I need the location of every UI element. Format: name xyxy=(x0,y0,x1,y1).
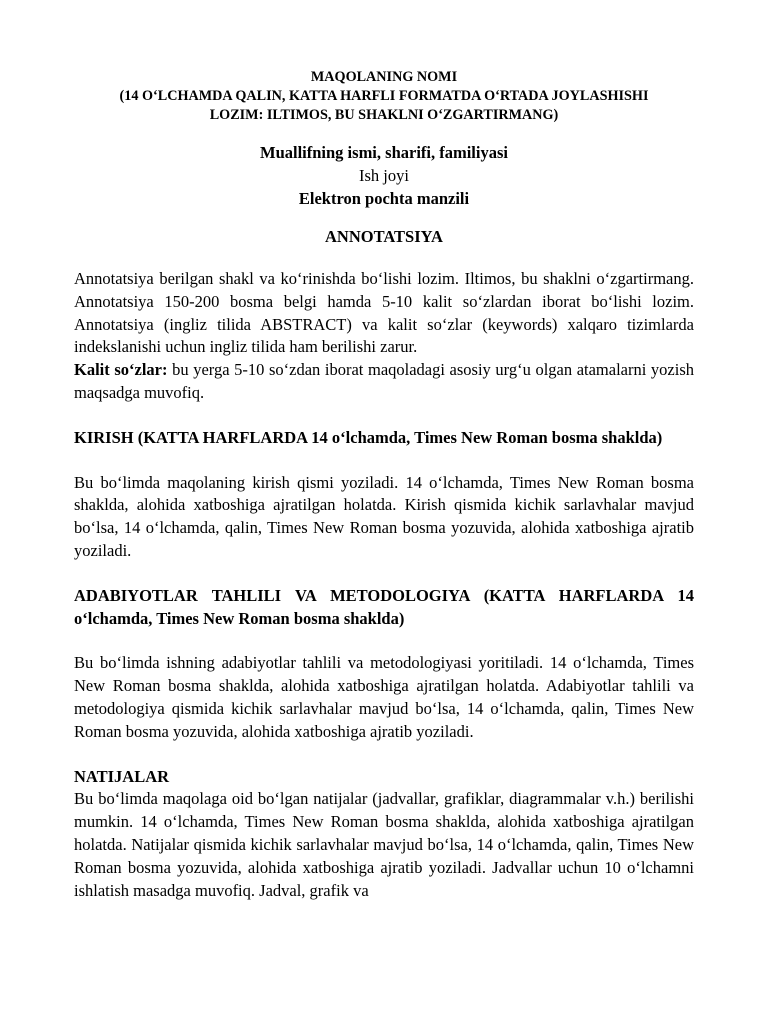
abstract-text: Annotatsiya berilgan shakl va ko‘rinishda bo‘lishi lozim. Iltimos, bu shaklni o‘zgartirmang. Annotatsiya 150-200 bosma belgi hamda 5-10 kalit so‘zlardan iborat bo‘lishi lozim. Annotatsiya (ingliz tilida ABSTRACT) va kalit so‘zlar (keywords) xalqaro tizimlarda indekslanishi uchun ingliz tilida ham berilishi zarur. xyxy=(74,269,694,357)
author-name: Muallifning ismi, sharifi, familiyasi xyxy=(260,143,508,162)
author-email: Elektron pochta manzili xyxy=(298,189,470,208)
author-workplace: Ish joyi xyxy=(359,166,409,185)
document-page xyxy=(74,68,694,902)
abstract-heading: ANNOTATSIYA xyxy=(325,227,443,246)
keywords-text: bu yerga 5-10 so‘zdan iborat maqoladagi asosiy urg‘u olgan atamalarni yozish maqsadga muvofiq. xyxy=(74,360,695,402)
intro-text: Bu bo‘limda maqolaning kirish qismi yoziladi. 14 o‘lchamda, Times New Roman bosma shaklda, alohida xatboshiga ajratilgan holatda. Kirish qismida kichik sarlavhalar mavjud bo‘lsa, 14 o‘lchamda, qalin, Times New Roman bosma yozuvida, alohida xatboshiga ajratib yoziladi. xyxy=(74,472,694,560)
title-note-line-2: LOZIM: ILTIMOS, BU SHAKLNI O‘ZGARTIRMANG) xyxy=(209,107,559,123)
title-note-line-1: (14 O‘LCHAMDA QALIN, KATTA HARFLI FORMATDA O‘RTADA JOYLASHISHI xyxy=(119,88,649,104)
keywords-paragraph xyxy=(74,359,694,405)
keywords-label: Kalit so‘zlar: xyxy=(74,360,168,380)
article-title: MAQOLANING NOMI xyxy=(310,69,458,85)
methods-heading: ADABIYOTLAR TAHLILI VA METODOLOGIYA (KATTA HARFLARDA 14 o‘lchamda, Times New Roman bosma shaklda) xyxy=(74,585,694,628)
methods-text: Bu bo‘limda ishning adabiyotlar tahlili va metodologiyasi yoritiladi. 14 o‘lchamda, Times New Roman bosma shaklda, alohida xatboshiga ajratilgan holatda. Adabiyotlar tahlili va metodologiya qismida kichik sarlavhalar mavjud bo‘lsa, 14 o‘lchamda, qalin, Times New Roman bosma yozuvida, alohida xatboshiga ajratib yoziladi. xyxy=(74,653,694,741)
title-block xyxy=(74,68,694,125)
intro-heading: KIRISH (KATTA HARFLARDA 14 o‘lchamda, Times New Roman bosma shaklda) xyxy=(74,427,663,447)
author-block xyxy=(74,141,694,210)
results-heading: NATIJALAR xyxy=(74,766,170,786)
results-text: Bu bo‘limda maqolaga oid bo‘lgan natijalar (jadvallar, grafiklar, diagrammalar v.h.) berilishi mumkin. 14 o‘lchamda, Times New Roman bosma shaklda, alohida xatboshiga ajratilgan holatda. Natijalar qismida kichik sarlavhalar mavjud bo‘lsa, 14 o‘lchamda, qalin, Times New Roman bosma yozuvida, alohida xatboshiga ajratib yoziladi. Jadvallar uchun 10 o‘lchamni ishlatish masadga muvofiq. Jadval, grafik va xyxy=(74,789,694,900)
